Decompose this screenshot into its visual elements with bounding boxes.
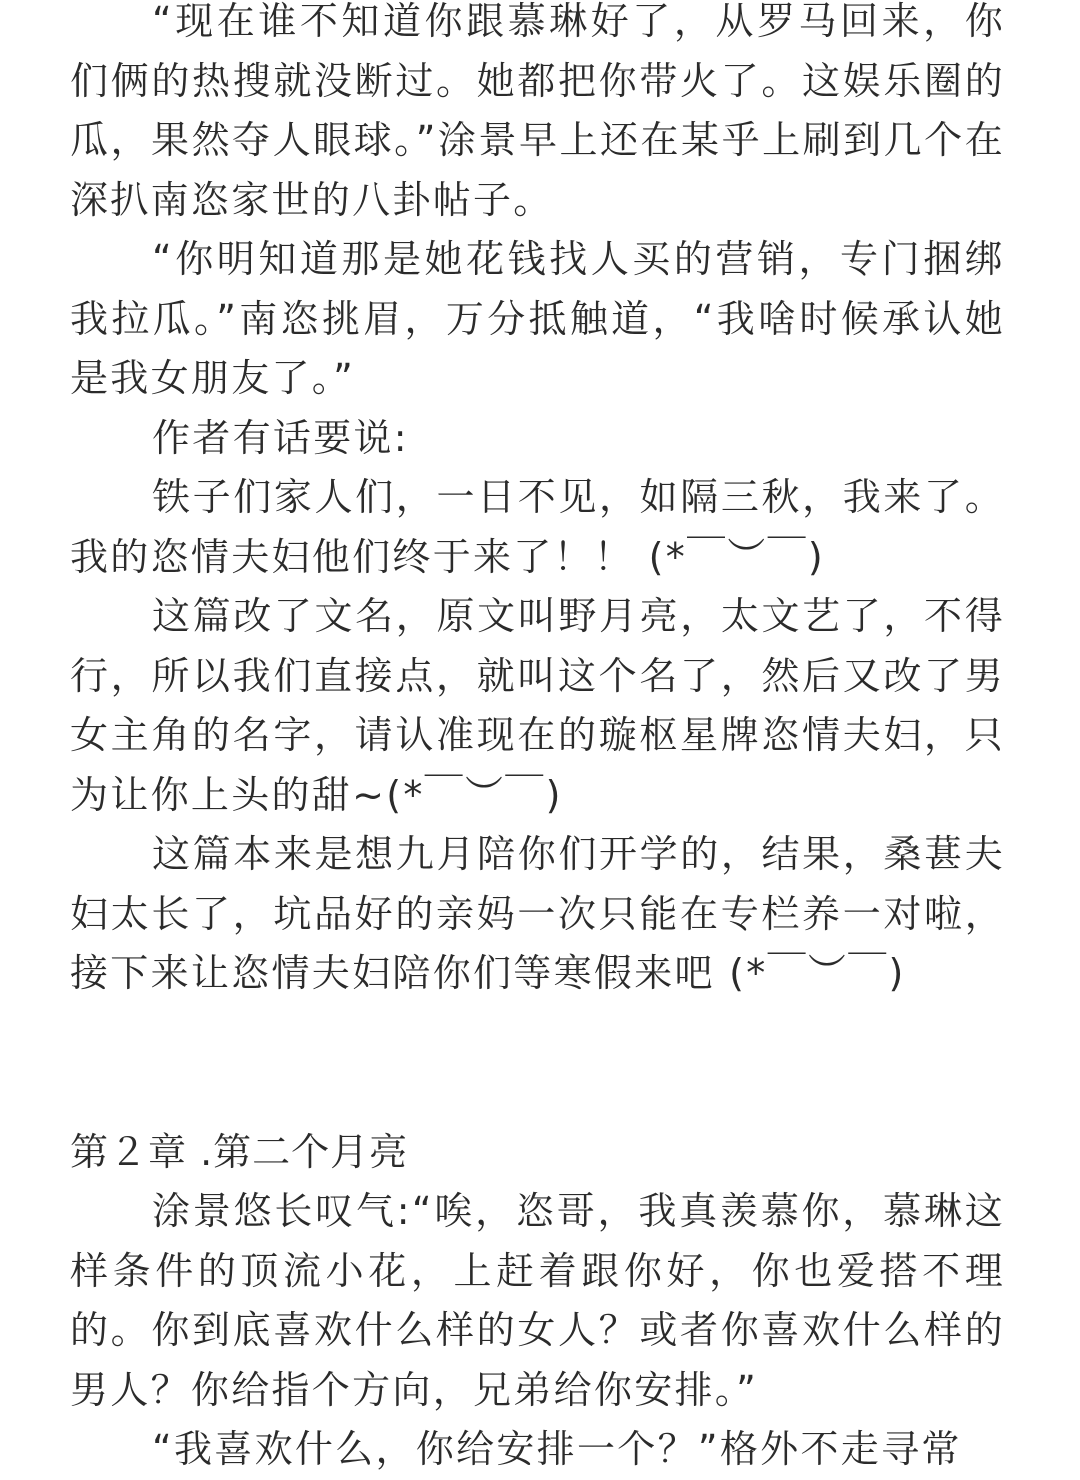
paragraph: 涂景悠长叹气:“唉，恣哥，我真羡慕你，慕琳这样条件的顶流小花，上赶着跟你好，你也爱搭不理的。你到底喜欢什么样的女人？或者你喜欢什么样的男人？你给指个方向，兄弟给你安排。” xyxy=(70,1189,1005,1412)
author-note-paragraph: 这篇改了文名，原文叫野月亮，太文艺了，不得行，所以我们直接点，就叫这个名了，然后又改了男女主角的名字，请认准现在的璇枢星牌恣情夫妇，只为让你上头的甜~(*￣︶￣) xyxy=(70,594,1005,817)
section-gap xyxy=(70,1004,1005,1123)
author-note-paragraph: 铁子们家人们，一日不见，如隔三秋，我来了。我的恣情夫妇他们终于来了！！ (*￣︶￣) xyxy=(70,475,1005,579)
paragraph: “我喜欢什么，你给安排一个？”格外不走寻常 xyxy=(152,1427,962,1471)
paragraph: “你明知道那是她花钱找人买的营销，专门捆绑我拉瓜。”南恣挑眉，万分抵触道，“我啥时候承认她是我女朋友了。” xyxy=(70,237,1005,400)
author-note-heading: 作者有话要说: xyxy=(152,415,409,460)
chapter-title: 第２章 .第二个月亮 xyxy=(70,1129,409,1174)
paragraph: “现在谁不知道你跟慕琳好了，从罗马回来，你们俩的热搜就没断过。她都把你带火了。这娱乐圈的瓜，果然夺人眼球。”涂景早上还在某乎上刷到几个在深扒南恣家世的八卦帖子。 xyxy=(70,0,1005,222)
author-note-paragraph: 这篇本来是想九月陪你们开学的，结果，桑葚夫妇太长了，坑品好的亲妈一次只能在专栏养一对啦，接下来让恣情夫妇陪你们等寒假来吧 (*￣︶￣) xyxy=(70,832,1005,995)
text-body xyxy=(70,0,1005,1480)
